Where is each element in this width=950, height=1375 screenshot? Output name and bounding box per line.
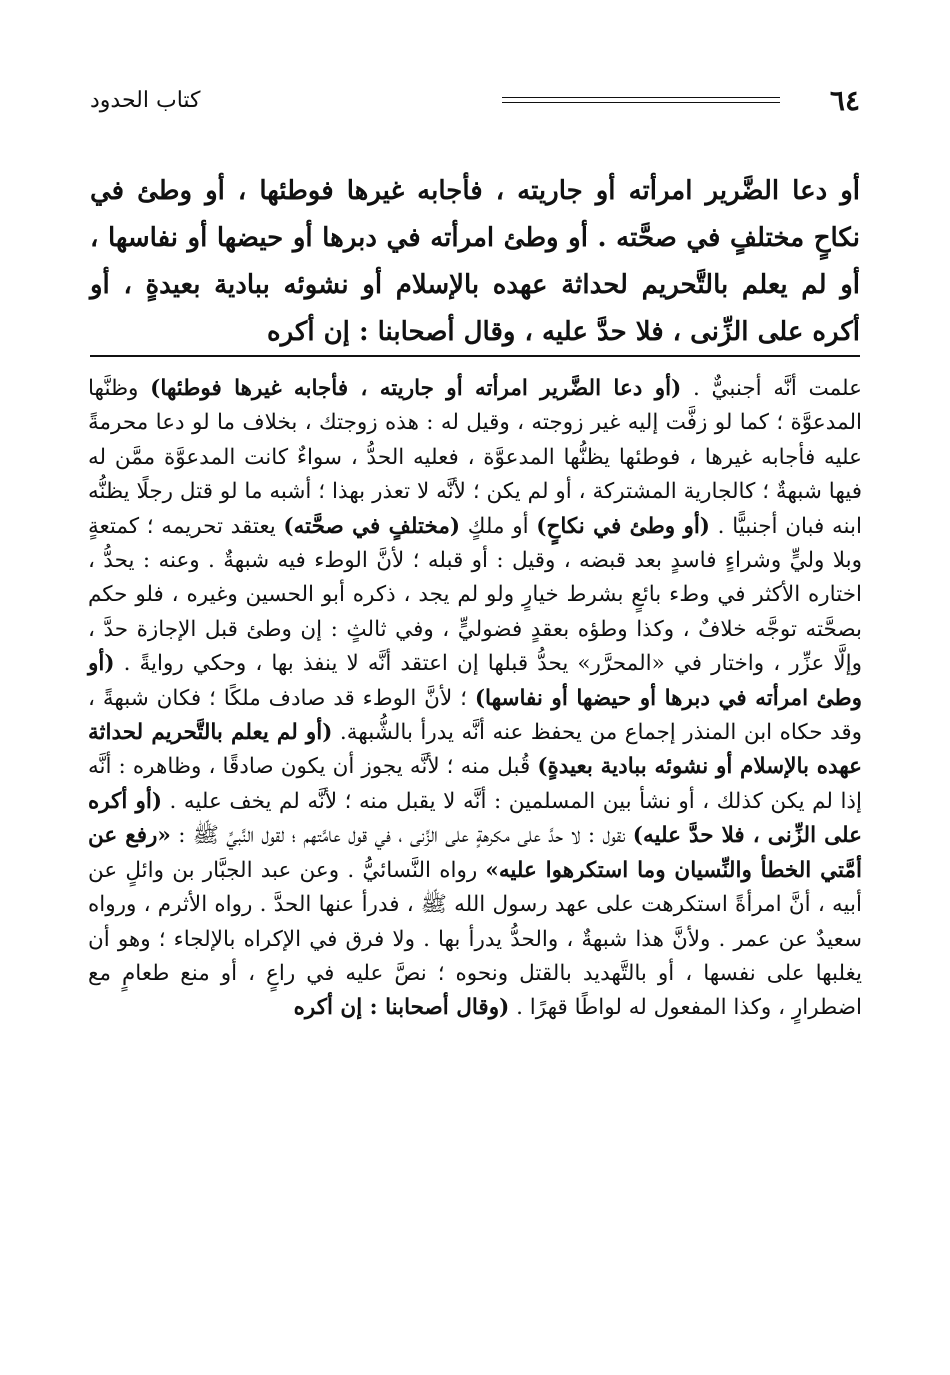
sharh-segment: نقول : لا حدَّ على مكرهةٍ على الزِّنى ، في قول عامَّتهم ؛ لقول النَّبيِّ ﷺ :	[170, 823, 633, 849]
sharh-segment: وظنَّها المدعوَّة ؛ كما لو زفَّت إليه غير زوجته ، وقيل له : هذه زوجتك ، بخلاف ما لو دعا محرمةً عليه فأجابه غيرها ، فوطئها يظنُّها المدعوَّة ، فعليه الحدُّ ، سواءٌ كانت المدعوَّة ممَّن له فيها شبهةٌ ؛ كالجارية المشتركة ، أو لم يكن ؛ لأنَّه لا تعذر بهذا ؛ أشبه ما لو قتل رجلًا يظنُّه ابنه فبان أجنبيًّا .	[88, 376, 862, 539]
page-header	[90, 78, 860, 122]
matn-text	[90, 168, 860, 356]
sharh-segment: قُبل منه ؛ لأنَّه يجوز أن يكون صادقًا ، وظاهره : أنَّه إذا لم يكن كذلك ، أو نشأ بين المسلمين : أنَّه لا يقبل منه ؛ لأنَّه لم يخف عليه .	[88, 754, 862, 814]
quoted-matn: (أو لم يعلم بالتَّحريم لحداثة عهده بالإسلام أو نشوئه ببادية بعيدةٍ)	[88, 720, 862, 780]
page-number: ٦٤	[829, 83, 860, 117]
quoted-matn: (أو دعا الضَّرير امرأته أو جاريته ، فأجابه غيرها فوطئها)	[150, 376, 682, 401]
sharh-segment: ؛ لأنَّ الوطء قد صادف ملكًا ؛ فكان شبهةً ، وقد حكاه ابن المنذر إجماع من يحفظ عنه أنَّه يدرأ بالشُّبهة.	[88, 685, 862, 746]
hadith-quote: «رفع عن أمَّتي الخطأ والنِّسيان وما استكرهوا عليه»	[88, 823, 862, 883]
sharh-paragraph	[88, 372, 862, 1026]
header-rule	[502, 97, 780, 103]
book-title: كتاب الحدود	[90, 87, 201, 113]
quoted-matn: (أو وطئ امرأته في دبرها أو حيضها أو نفاسها)	[88, 651, 862, 711]
sharh-segment: أو ملكٍ	[460, 513, 537, 539]
quoted-matn: (أو وطئ في نكاحٍ)	[536, 513, 710, 539]
matn-sharh-divider	[90, 355, 860, 357]
quoted-matn: (مختلفٍ في صحَّته)	[283, 513, 461, 539]
quoted-matn: (وقال أصحابنا : إن أكره	[293, 995, 510, 1021]
matn-paragraph: أو دعا الضَّرير امرأته أو جاريته ، فأجابه غيرها فوطئها ، أو وطئ في نكاحٍ مختلفٍ في صحَّته . أو وطئ امرأته في دبرها أو حيضها أو نفاسها ، أو لم يعلم بالتَّحريم لحداثة عهده بالإسلام أو نشوئه ببادية بعيدةٍ ، أو أكره على الزِّنى ، فلا حدَّ عليه ، وقال أصحابنا : إن أكره	[90, 176, 860, 347]
sharh-segment: رواه النَّسائيُّ . وعن عبد الجبَّار بن وائلٍ عن أبيه ، أنَّ امرأةً استكرهت على عهد رسول الله ﷺ ، فدرأ عنها الحدَّ . رواه الأثرم ، ورواه سعيدٌ عن عمر . ولأنَّ هذا شبهةٌ ، والحدُّ يدرأ بها . ولا فرق في الإكراه بالإلجاء ؛ وهو أن يغلبها على نفسها ، أو بالتَّهديد بالقتل ونحوه ؛ نصَّ عليه في راعٍ ، أو منع طعامٍ مع اضطرارٍ ، وكذا المفعول له لواطًا قهرًا .	[88, 857, 862, 1021]
quoted-matn: (أو أكره على الزِّنى ، فلا حدَّ عليه)	[88, 788, 863, 849]
sharh-segment: علمت أنَّه أجنبيٌّ .	[681, 376, 862, 401]
sharh-text	[88, 372, 862, 1026]
sharh-segment: يعتقد تحريمه ؛ كمتعةٍ وبلا وليٍّ وشراءٍ فاسدٍ بعد قبضه ، وقيل : أو قبله ؛ لأنَّ الوطء فيه شبهةٌ . وعنه : يحدُّ ، اختاره الأكثر في وطء بائعٍ بشرط خيارٍ ولو لم يجد ، ذكره أبو الحسين وغيره ، فلو حكم بصحَّته توجَّه خلافٌ ، وكذا وطؤه بعقدٍ فضوليٍّ ، وفي ثالثٍ : إن وطئ قبل الإجازة حدَّ ، وإلَّا عزِّر ، واختار في «المحرَّر» يحدُّ قبلها إن اعتقد أنَّه لا ينفذ بها ، وحكي روايةً .	[88, 513, 862, 677]
